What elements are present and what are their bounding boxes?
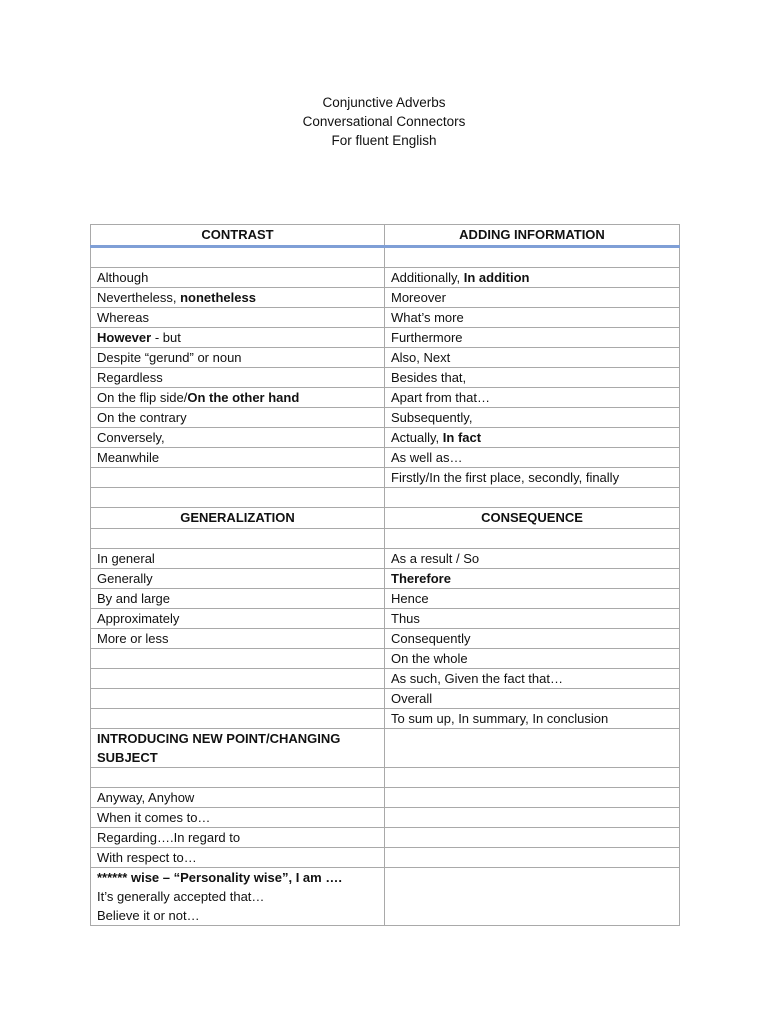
new-point-item: With respect to… bbox=[91, 848, 385, 868]
new-point-item: When it comes to… bbox=[91, 808, 385, 828]
connectors-table bbox=[90, 224, 680, 926]
table-row bbox=[91, 689, 680, 709]
generalization-item: In general bbox=[91, 549, 385, 569]
contrast-item: On the contrary bbox=[91, 408, 385, 428]
table-row bbox=[91, 549, 680, 569]
adding-item: What’s more bbox=[385, 308, 680, 328]
table-row bbox=[91, 368, 680, 388]
consequence-item: Consequently bbox=[385, 629, 680, 649]
table-row bbox=[91, 729, 680, 768]
contrast-item: Meanwhile bbox=[91, 448, 385, 468]
table-row bbox=[91, 808, 680, 828]
table-row bbox=[91, 848, 680, 868]
adding-header: ADDING INFORMATION bbox=[385, 225, 680, 247]
contrast-item: Conversely, bbox=[91, 428, 385, 448]
table-row bbox=[91, 328, 680, 348]
table-row bbox=[91, 448, 680, 468]
adding-item: Firstly/In the first place, secondly, finally bbox=[385, 468, 680, 488]
generalization-item: By and large bbox=[91, 589, 385, 609]
table-row bbox=[91, 225, 680, 247]
contrast-item: Although bbox=[91, 268, 385, 288]
consequence-item: As such, Given the fact that… bbox=[385, 669, 680, 689]
contrast-item: Despite “gerund” or noun bbox=[91, 348, 385, 368]
table-row bbox=[91, 488, 680, 508]
table-row bbox=[91, 408, 680, 428]
adding-item: Moreover bbox=[385, 288, 680, 308]
contrast-item: On the flip side/On the other hand bbox=[91, 388, 385, 408]
table-row bbox=[91, 609, 680, 629]
table-row bbox=[91, 828, 680, 848]
document-title bbox=[0, 93, 768, 150]
consequence-item: To sum up, In summary, In conclusion bbox=[385, 709, 680, 729]
title-line-3: For fluent English bbox=[331, 133, 437, 148]
table-row bbox=[91, 508, 680, 529]
adding-item: Apart from that… bbox=[385, 388, 680, 408]
consequence-item: Hence bbox=[385, 589, 680, 609]
table-row bbox=[91, 348, 680, 368]
consequence-item: Thus bbox=[385, 609, 680, 629]
generalization-header: GENERALIZATION bbox=[91, 508, 385, 529]
title-line-1: Conjunctive Adverbs bbox=[322, 95, 446, 110]
table-row bbox=[91, 388, 680, 408]
table-row bbox=[91, 569, 680, 589]
contrast-item: Regardless bbox=[91, 368, 385, 388]
new-point-item: Anyway, Anyhow bbox=[91, 788, 385, 808]
adding-item: Besides that, bbox=[385, 368, 680, 388]
contrast-item: Whereas bbox=[91, 308, 385, 328]
contrast-item: However - but bbox=[91, 328, 385, 348]
new-point-item: Regarding….In regard to bbox=[91, 828, 385, 848]
table-row bbox=[91, 468, 680, 488]
adding-item: Subsequently, bbox=[385, 408, 680, 428]
consequence-item: As a result / So bbox=[385, 549, 680, 569]
new-point-item: ****** wise – “Personality wise”, I am …. It’s generally accepted that… Believe it or not… bbox=[91, 868, 385, 926]
table-row bbox=[91, 308, 680, 328]
table-row bbox=[91, 768, 680, 788]
consequence-item: Therefore bbox=[385, 569, 680, 589]
table-row bbox=[91, 247, 680, 268]
consequence-item: On the whole bbox=[385, 649, 680, 669]
generalization-item: More or less bbox=[91, 629, 385, 649]
table-row bbox=[91, 268, 680, 288]
table-row bbox=[91, 649, 680, 669]
table-row bbox=[91, 529, 680, 549]
table-row bbox=[91, 629, 680, 649]
contrast-item: Nevertheless, nonetheless bbox=[91, 288, 385, 308]
adding-item: Furthermore bbox=[385, 328, 680, 348]
adding-item: Actually, In fact bbox=[385, 428, 680, 448]
title-line-2: Conversational Connectors bbox=[302, 114, 466, 129]
table-row bbox=[91, 788, 680, 808]
adding-item: As well as… bbox=[385, 448, 680, 468]
table-row bbox=[91, 288, 680, 308]
table-row bbox=[91, 428, 680, 448]
consequence-item: Overall bbox=[385, 689, 680, 709]
table-row bbox=[91, 709, 680, 729]
contrast-header: CONTRAST bbox=[91, 225, 385, 247]
adding-item: Also, Next bbox=[385, 348, 680, 368]
table-row bbox=[91, 669, 680, 689]
consequence-header: CONSEQUENCE bbox=[385, 508, 680, 529]
generalization-item: Generally bbox=[91, 569, 385, 589]
table-row bbox=[91, 589, 680, 609]
table-row bbox=[91, 868, 680, 926]
adding-item: Additionally, In addition bbox=[385, 268, 680, 288]
generalization-item: Approximately bbox=[91, 609, 385, 629]
new-point-header: INTRODUCING NEW POINT/CHANGING SUBJECT bbox=[91, 729, 385, 768]
